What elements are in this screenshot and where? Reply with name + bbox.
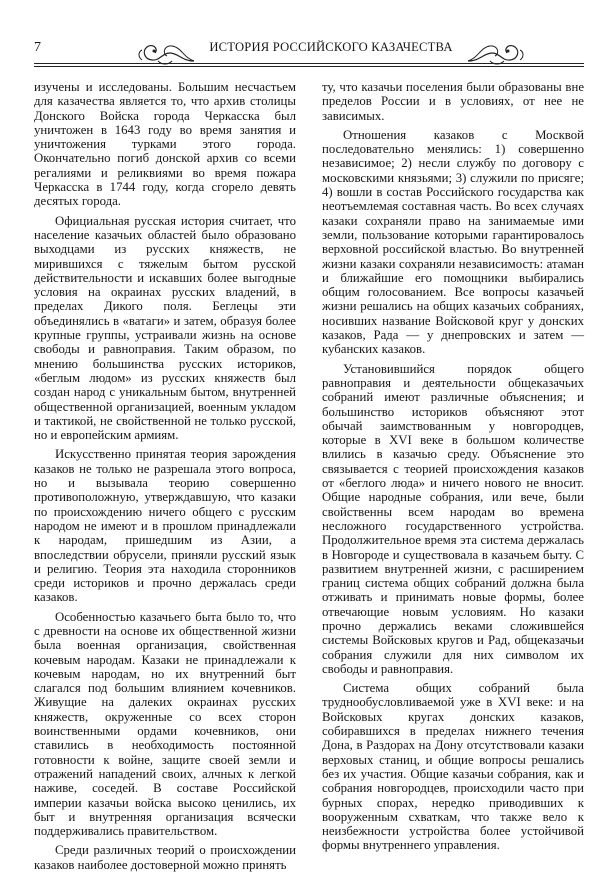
paragraph: Установившийся порядок общего равноправия и деятельности общеказачьих собраний имеют различные объяснения; и большинство историков объясняют этот обычай заимствованным у новгородцев, которые в XVI веке в большом количестве влились в казачью среду. Объяснение это связывается с теорией происхождения казаков от «беглого люда» и ничего нового не вносит. Общие народные собрания, или вече, были свойственны всем народам во времена несложного государственного устройства. Продолжительное время эта система держалась в Новгороде и существовала в казачьем быту. С развитием внутренней жизни, с расширением границ система общих собраний должна была отживать и принимать новые формы, более отвечающие новым условиям. Но казаки прочно держались веками сложившейся системы Войсковых кругов и Рад, общеказачьи собрания служили для них символом их свободы и равноправия. (322, 361, 584, 676)
paragraph: Среди различных теорий о происхождении казаков наиболее достоверной можно принять (34, 843, 296, 872)
page-number: 7 (34, 40, 41, 55)
paragraph: Искусственно принятая теория зарождения казаков не только не разрешала этого вопроса, но и вызывала теорию совершенно противоположную, утверждавшую, что казаки по происхождению ничего общего с русским народом не имеют и в прошлом принадлежали к народам, пришедшим из Азии, а впоследствии обрусели, приняли русский язык и религию. Теория эта находила сторонников среди историков и прочно держалась среди казаков. (34, 447, 296, 605)
header-rule (34, 63, 584, 64)
paragraph: Отношения казаков с Москвой последовательно менялись: 1) совершенно независимое; 2) несли службу по договору с московскими князьями; 3) служили по присяге; 4) вошли в состав Российского государства как неотъемлемая составная часть. Во всех случаях казаки сохраняли право на занимаемые ими земли, пользование которыми гарантировалось верховной российской властью. Во внутренней жизни казаки сохраняли независимость: атаман и ближайшие его помощники выбирались общим голосованием. Все вопросы казачьей жизни решались на общих казачьих собраниях, носивших название Войсковой круг у донских казаков, Рада — у днепровских и затем — кубанских казаков. (322, 127, 584, 357)
paragraph-continued: изучены и исследованы. Большим несчастьем для казачества является то, что архив столицы Донского Войска города Черкасска был уничтожен в 1643 году во время занятия и уничтожения турками этого города. Окончательно погиб донской архив со всеми регалиями и реликвиями во время пожара Черкасска в 1744 году, когда сгорело девять десятых города. (34, 80, 296, 209)
right-text-column (322, 80, 584, 853)
left-text-column (34, 80, 296, 872)
running-title: ИСТОРИЯ РОССИЙСКОГО КАЗАЧЕСТВА (209, 40, 453, 54)
header-rule-secondary (34, 66, 584, 67)
paragraph-continued: ту, что казачьи поселения были образованы вне пределов России и в условиях, от нее не зависимых. (322, 80, 584, 123)
page-header (34, 38, 584, 74)
paragraph: Особенностью казачьего быта было то, что с древности на основе их общественной жизни была военная организация, свойственная кочевым народам. Казаки не принадлежали к кочевым народам, но их внутренний быт слагался под большим влиянием кочевников. Живущие на далеких окраинах русских княжеств, окруженные со всех сторон воинственными ордами кочевников, они ставились в необходимость постоянной готовности к войне, защите своей земли и отражений нападений своих, алчных к легкой наживе, соседей. В составе Российской империи казачьи войска высоко ценились, их быт и внутренняя организация всячески поддерживались правительством. (34, 609, 296, 839)
paragraph: Официальная русская история считает, что население казачьих областей было образовано выходцами из русских княжеств, не мирившихся с тяжелым бытом русской действительности и искавших более выгодные условия на окраинах русских владений, в пределах Дикого поля. Беглецы эти объединялись в «ватаги» и затем, образуя более крупные группы, устраивали жизнь на основе свободы и равноправия. Таким образом, по мнению большинства русских историков, «беглым людом» из русских княжеств был создан народ с уникальным бытом, внутренней общественной организацией, военным укладом и тактикой, не свойственной не только русской, но и европейским армиям. (34, 213, 296, 443)
paragraph: Система общих собраний была труднообусловливаемой уже в XVI веке: и на Войсковых кругах донских казаков, собиравшихся в пределах нижнего течения Дона, в Раздорах на Дону отсутствовали казаки верховых станиц, и общие вопросы решались без их участия. Общие казачьи собрания, как и собрания новгородцев, происходили часто при бурных спорах, нередко приводивших к вооруженным схваткам, что также вело к неизбежности устройства более устойчивой формы внутреннего управления. (322, 681, 584, 853)
